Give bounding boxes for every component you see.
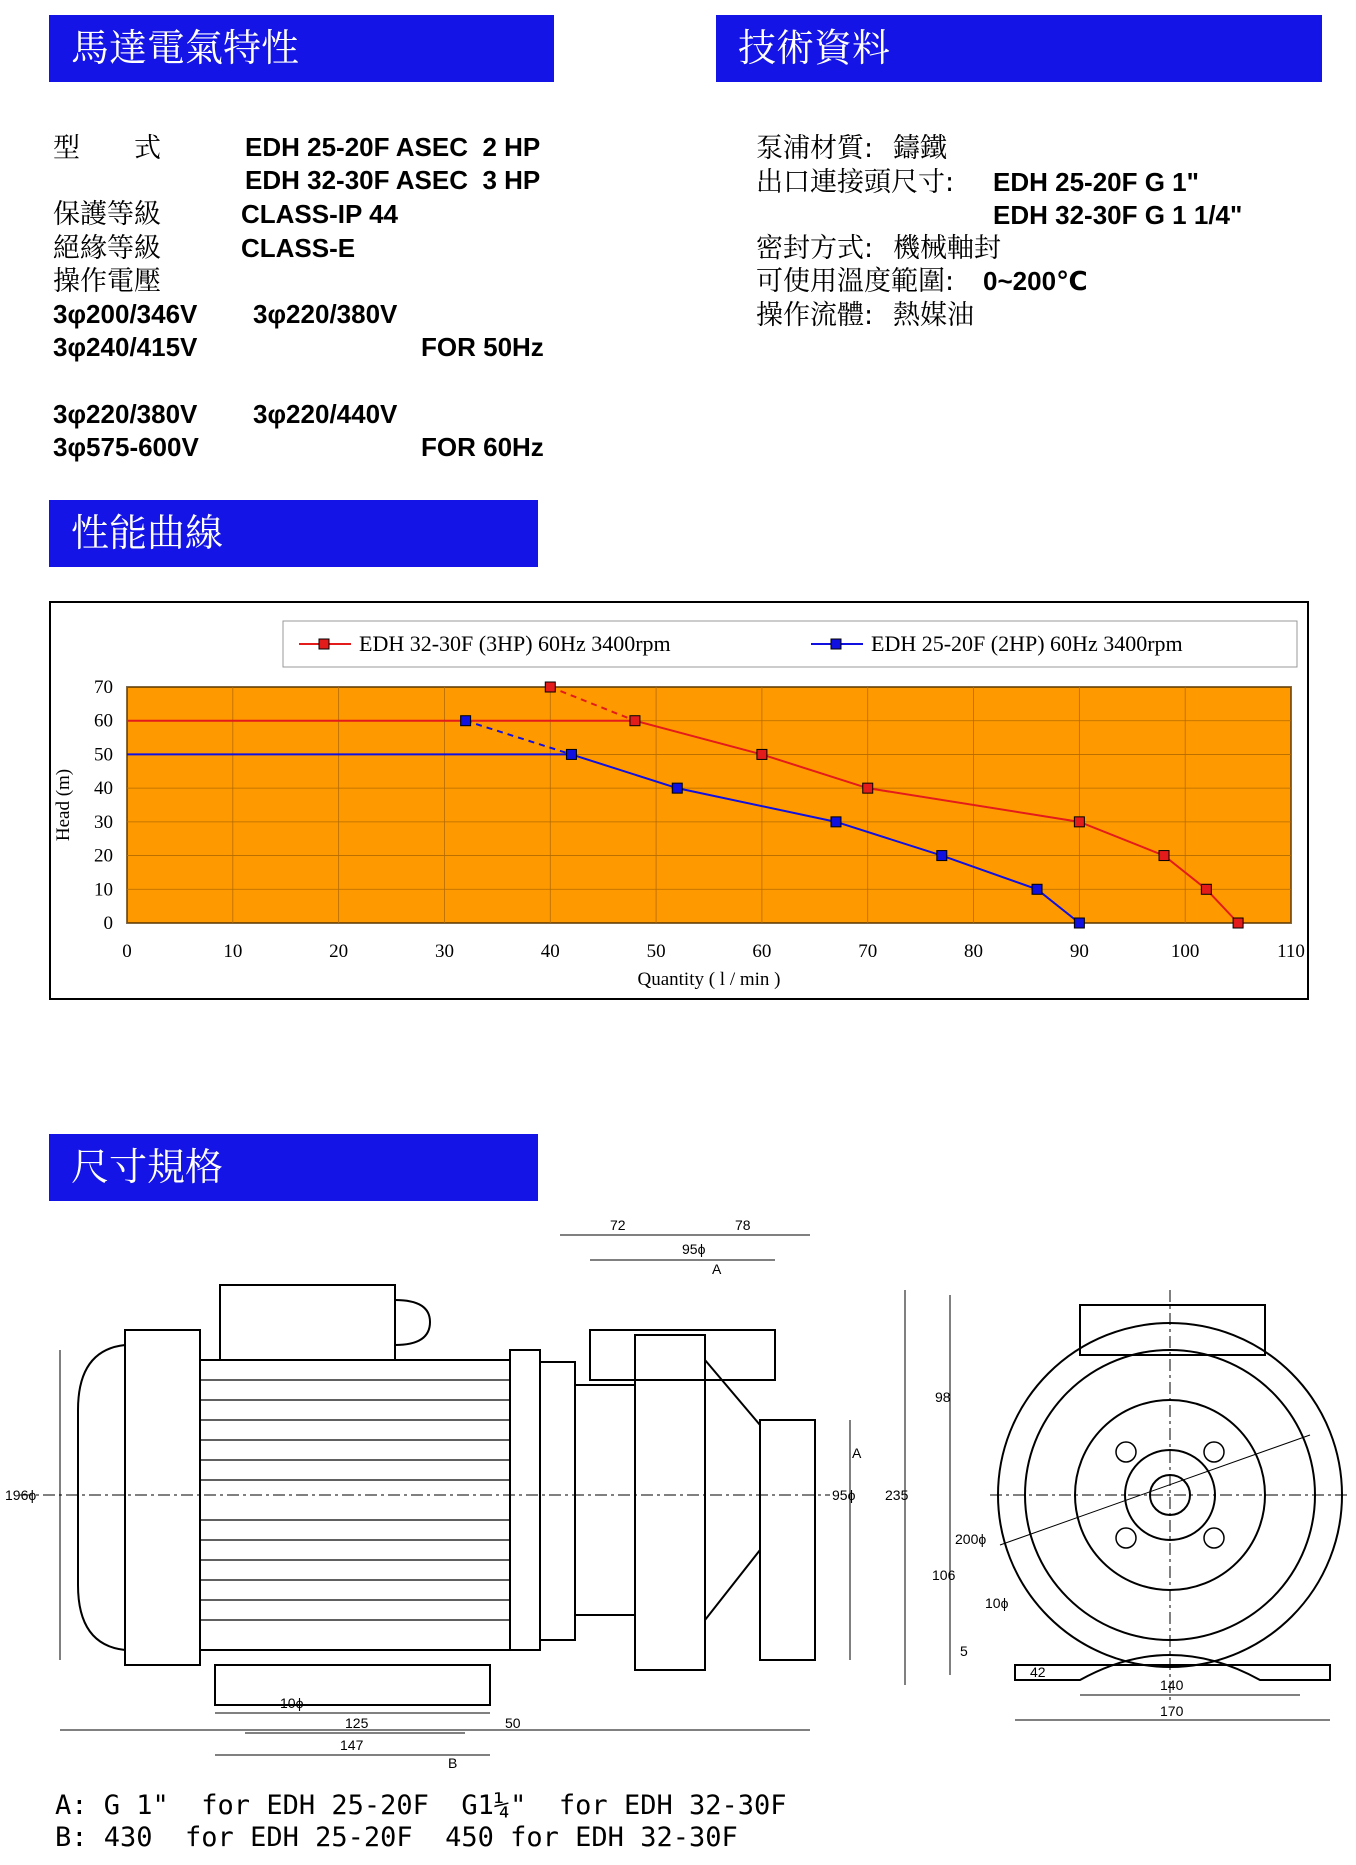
front-view [905, 1290, 1350, 1720]
x-tick-label: 80 [964, 941, 984, 962]
section-banner-curve: 性能曲線 [49, 500, 538, 567]
data-point [831, 817, 841, 827]
protection-label: 保護等級 [53, 199, 161, 230]
x-tick-label: 100 [1170, 941, 1200, 962]
data-point [1074, 918, 1084, 928]
data-point [1032, 884, 1042, 894]
x-tick-label: 40 [540, 941, 560, 962]
voltage-60-1a: 3φ220/380V [53, 399, 198, 429]
x-tick-label: 10 [223, 941, 243, 962]
dim-10-front: 10ϕ [985, 1595, 1009, 1611]
y-tick-label: 40 [94, 778, 113, 800]
dim-95-top: 95ϕ [682, 1241, 706, 1257]
legend-label: EDH 32-30F (3HP) 60Hz 3400rpm [359, 631, 671, 656]
x-axis-label: Quantity ( l / min ) [637, 969, 781, 990]
y-tick-label: 30 [94, 811, 113, 833]
material-value: 鑄鐵 [893, 133, 947, 164]
x-tick-label: 20 [329, 941, 349, 962]
x-tick-label: 30 [434, 941, 454, 962]
temp-label: 可使用溫度範圍: [756, 266, 955, 297]
legend-label: EDH 25-20F (2HP) 60Hz 3400rpm [871, 631, 1183, 656]
frequency-60: FOR 60Hz [421, 432, 544, 462]
data-point [863, 783, 873, 793]
outlet-label: 出口連接頭尺寸: [756, 167, 955, 198]
model-1: EDH 25-20F ASEC 2 HP [245, 132, 541, 162]
voltage-label: 操作電壓 [53, 266, 161, 297]
dim-72: 72 [610, 1217, 626, 1233]
dimension-labels [5, 1217, 1184, 1770]
x-tick-label: 0 [122, 941, 132, 962]
side-view [20, 1235, 850, 1755]
data-point [937, 851, 947, 861]
y-tick-label: 0 [103, 913, 113, 934]
insulation-value: CLASS-E [241, 233, 356, 263]
performance-chart [49, 601, 1309, 1000]
y-tick-label: 10 [94, 879, 113, 901]
section-banner-motor: 馬達電氣特性 [49, 15, 554, 82]
dim-50: 50 [505, 1715, 521, 1731]
data-point [461, 716, 471, 726]
data-point [1074, 817, 1084, 827]
data-point [545, 682, 555, 692]
label-a-top: A [712, 1261, 722, 1277]
outlet-value-2: EDH 32-30F G 1 1/4" [993, 200, 1243, 230]
dim-78: 78 [735, 1217, 751, 1233]
section-banner-tech: 技術資料 [716, 15, 1322, 82]
insulation-label: 絕緣等級 [53, 233, 161, 264]
plot-area [127, 687, 1291, 923]
legend-marker [831, 639, 841, 649]
y-tick-label: 20 [94, 845, 113, 867]
dim-125: 125 [345, 1715, 369, 1731]
voltage-50-1b: 3φ220/380V [253, 299, 398, 329]
seal-value: 機械軸封 [893, 233, 1001, 264]
voltage-50-2a: 3φ240/415V [53, 332, 198, 362]
y-tick-label: 50 [94, 744, 113, 766]
label-b: B [448, 1755, 458, 1770]
note-b: B: 430 for EDH 25-20F 450 for EDH 32-30F [55, 1822, 738, 1853]
y-tick-label: 70 [94, 677, 113, 698]
chart-svg [51, 603, 1307, 998]
material-label: 泵浦材質: [756, 133, 874, 164]
x-tick-label: 90 [1069, 941, 1089, 962]
dim-200: 200ϕ [955, 1531, 987, 1547]
x-tick-label: 110 [1277, 941, 1305, 962]
frequency-50: FOR 50Hz [421, 332, 544, 362]
seal-label: 密封方式: [756, 233, 874, 264]
fluid-value: 熱媒油 [893, 300, 974, 331]
dim-5: 5 [960, 1643, 968, 1659]
data-point [1201, 884, 1211, 894]
dim-106: 106 [932, 1567, 956, 1583]
voltage-60-1b: 3φ220/440V [253, 399, 398, 429]
dim-170: 170 [1160, 1703, 1184, 1719]
x-tick-label: 50 [646, 941, 666, 962]
section-banner-dims: 尺寸規格 [49, 1134, 538, 1201]
dimension-drawing [0, 1210, 1356, 1770]
voltage-60-2a: 3φ575-600V [53, 432, 199, 462]
dim-140: 140 [1160, 1677, 1184, 1693]
dim-147: 147 [340, 1737, 364, 1753]
y-tick-label: 60 [94, 710, 113, 732]
legend-marker [319, 639, 329, 649]
label-a-side: A [852, 1445, 862, 1461]
dim-42: 42 [1030, 1664, 1046, 1680]
model-2: EDH 32-30F ASEC 3 HP [245, 165, 541, 195]
data-point [566, 749, 576, 759]
dim-196: 196ϕ [5, 1487, 37, 1503]
type-label: 型 式 [53, 133, 161, 164]
data-point [1159, 851, 1169, 861]
data-point [757, 749, 767, 759]
dim-98: 98 [935, 1389, 951, 1405]
temp-value: 0~200℃ [983, 266, 1088, 296]
note-a: A: G 1" for EDH 25-20F G1¼" for EDH 32-30F [55, 1790, 787, 1821]
dim-95-side: 95ϕ [832, 1487, 856, 1503]
x-tick-label: 60 [752, 941, 772, 962]
dim-10-side: 10ϕ [280, 1695, 304, 1711]
y-axis-label: Head (m) [53, 768, 74, 842]
outlet-value-1: EDH 25-20F G 1" [993, 167, 1199, 197]
voltage-50-1a: 3φ200/346V [53, 299, 198, 329]
protection-value: CLASS-IP 44 [241, 199, 399, 229]
fluid-label: 操作流體: [756, 300, 874, 331]
dim-235: 235 [885, 1487, 909, 1503]
x-tick-label: 70 [858, 941, 878, 962]
data-point [630, 716, 640, 726]
data-point [672, 783, 682, 793]
data-point [1233, 918, 1243, 928]
